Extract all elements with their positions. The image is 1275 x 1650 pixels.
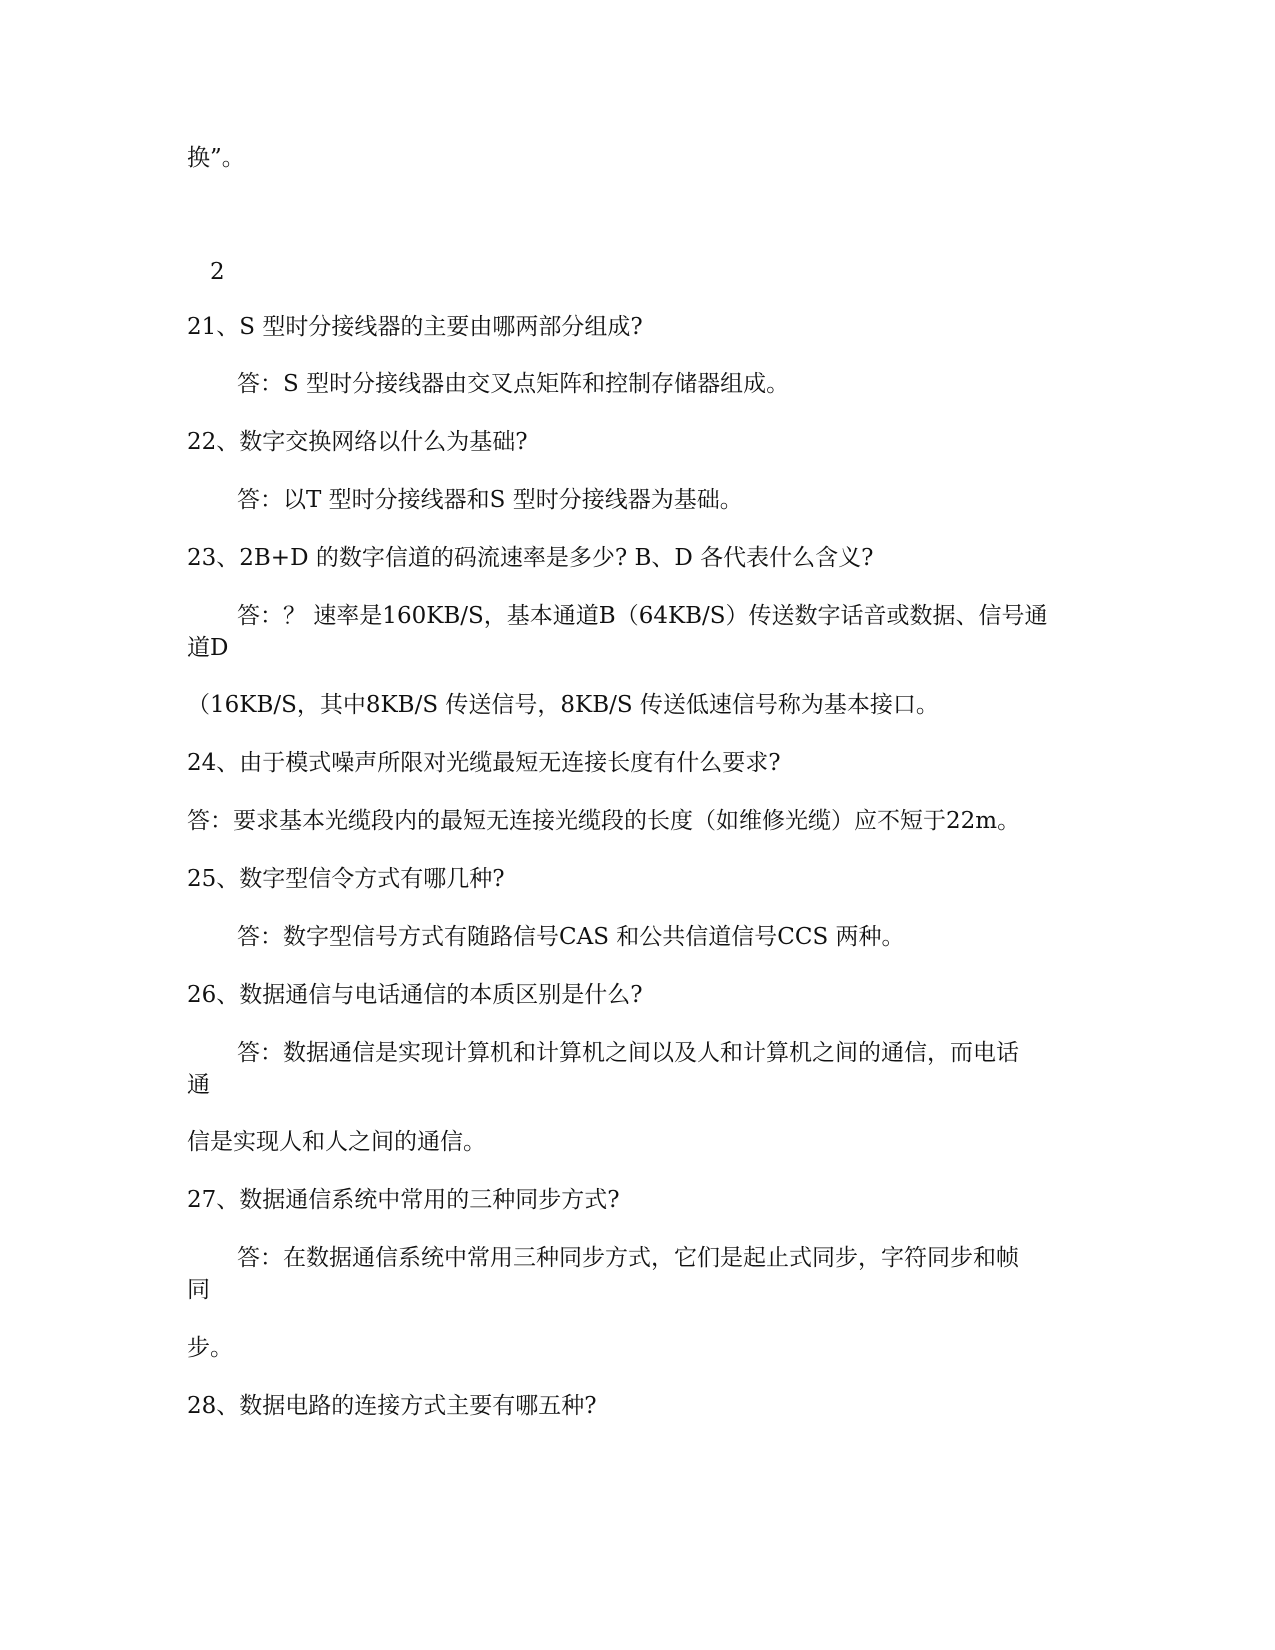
answer-21: 答：S 型时分接线器由交叉点矩阵和控制存储器组成。 [237, 371, 790, 397]
question-23: 23、2B+D 的数字信道的码流速率是多少? B、D 各代表什么含义? [187, 545, 874, 571]
answer-26-line-2: 通 [187, 1072, 210, 1098]
question-22: 22、数字交换网络以什么为基础? [187, 429, 528, 455]
answer-27-line-1: 答：在数据通信系统中常用三种同步方式，它们是起止式同步，字符同步和帧 [237, 1245, 1019, 1271]
answer-22: 答：以T 型时分接线器和S 型时分接线器为基础。 [237, 487, 743, 513]
section-number: 2 [210, 259, 225, 285]
question-28: 28、数据电路的连接方式主要有哪五种? [187, 1393, 597, 1419]
answer-23-line-2: 道D [187, 635, 229, 661]
answer-27-line-2: 同 [187, 1277, 210, 1303]
question-26: 26、数据通信与电话通信的本质区别是什么? [187, 982, 643, 1008]
text-line-continuation: 换”。 [187, 145, 245, 171]
answer-25: 答：数字型信号方式有随路信号CAS 和公共信道信号CCS 两种。 [237, 924, 905, 950]
answer-23-line-3: （16KB/S，其中8KB/S 传送信号，8KB/S 传送低速信号称为基本接口。 [187, 692, 939, 718]
answer-26-line-1: 答：数据通信是实现计算机和计算机之间以及人和计算机之间的通信，而电话 [237, 1040, 1019, 1066]
question-21: 21、S 型时分接线器的主要由哪两部分组成? [187, 314, 643, 340]
answer-27-line-3: 步。 [187, 1335, 233, 1361]
answer-23-line-1: 答：？ 速率是160KB/S，基本通道B（64KB/S）传送数字话音或数据、信号通 [237, 603, 1048, 629]
question-24: 24、由于模式噪声所限对光缆最短无连接长度有什么要求? [187, 750, 781, 776]
question-27: 27、数据通信系统中常用的三种同步方式? [187, 1187, 620, 1213]
question-25: 25、数字型信令方式有哪几种? [187, 866, 505, 892]
answer-24: 答：要求基本光缆段内的最短无连接光缆段的长度（如维修光缆）应不短于22m。 [187, 808, 1021, 834]
answer-26-line-3: 信是实现人和人之间的通信。 [187, 1129, 486, 1155]
